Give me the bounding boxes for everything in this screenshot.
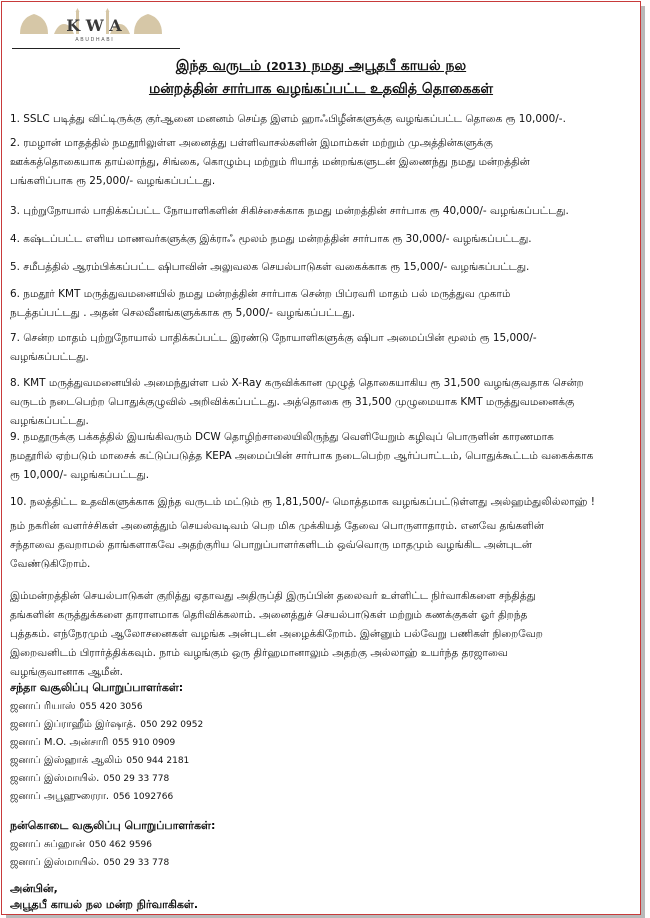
list-item [10, 374, 635, 431]
appeal-paragraph [10, 517, 635, 574]
item-line: 5. சமீபத்தில் ஆரம்பிக்கப்பட்ட ஷிபாவின் அலுவலக செயல்பாடுகள் வகைக்காக ரூ 15,000/- வழங்கப்பட்டது. [10, 261, 530, 273]
contact-row [10, 857, 169, 869]
item-line: 9. நமதூருக்கு பக்கத்தில் இயங்கிவரும் DCW தொழிற்சாலையிலிருந்து வெளியேறும் கழிவுப் பொருளின் காரணமாக [10, 431, 554, 443]
item-line: ஊக்கத்தொகையாக தாய்லாந்து, சிங்கை, கொழும்பு மற்றும் ரியாத் மன்றங்களுடன் இணைந்து நமது மன்றத்தின் [10, 156, 530, 168]
closing-signature: அபூதபீ காயல் நல மன்ற நிர்வாகிகள். [10, 898, 199, 911]
list-item [10, 110, 635, 129]
invite-line: இம்மன்றத்தின் செயல்பாடுகள் குறித்து ஏதாவது அதிருப்தி இருப்பின் தலைவர் உள்ளிட்ட நிர்வாகிகளை சந்தித்து [10, 590, 536, 602]
item-line: வழங்கப்பட்டது. [10, 415, 89, 427]
item-line: 2. ரமழான் மாதத்தில் நமதூரிலுள்ள அனைத்து பள்ளிவாசல்களின் இமாம்கள் மற்றும் முஅத்தின்களுக்கு [10, 137, 493, 149]
list-item [10, 230, 635, 249]
contact-row [10, 839, 152, 851]
item-line: 4. கஷ்டப்பட்ட எளிய மாணவர்களுக்கு இக்ராஃ மூலம் நமது மன்றத்தின் சார்பாக ரூ 30,000/- வழங்கப்பட்டது. [10, 233, 532, 245]
item-line: 1. SSLC படித்து விட்டிருக்கு குர்ஆனை மனனம் செய்த இளம் ஹாஃபிழீன்களுக்கு வழங்கப்பட்ட தொகை ரூ 10,000/-. [10, 113, 566, 125]
invite-line: வழங்குவானாக ஆமீன். [10, 666, 123, 678]
contact-phone: 055 910 0909 [112, 738, 176, 748]
item-line: 8. KMT மருத்துவமனையில் அமைந்துள்ள பல் X-Ray கருவிக்கான முழுத் தொகையாகிய ரூ 31,500 வழங்குவதாக சென்ற [10, 377, 584, 389]
invite-line: புத்தகம். எந்நேரமும் ஆலோசனைகள் வழங்க அன்புடன் அழைக்கிறோம். இன்னும் பல்வேறு பணிகள் நிறைவேற [10, 628, 543, 640]
item-line: பங்களிப்பாக ரூ 25,000/- வழங்கப்பட்டது. [10, 175, 216, 187]
page-title-line1 [2, 58, 640, 76]
contact-phone: 050 29 33 778 [103, 858, 170, 868]
invite-line: தங்களின் கருத்துக்களை தாராளமாக தெரிவிக்கலாம். அனைத்துச் செயல்பாடுகள் மற்றும் கணக்குகள் ஓர் திறந்த [10, 609, 528, 621]
kwa-logo [14, 4, 174, 44]
list-item [10, 428, 635, 485]
item-line: வழங்கப்பட்டது. [10, 351, 89, 363]
contact-phone: 050 462 9596 [89, 840, 153, 850]
list-item [10, 493, 635, 512]
appeal-line: சந்தாவை தவறாமல் தாங்களாகவே அதற்குரிய பொறுப்பாளர்களிடம் ஒவ்வொரு மாதமும் வழங்கிட அன்புடன் [10, 539, 533, 551]
contact-phone: 055 420 3056 [79, 702, 143, 712]
appeal-line: வேண்டுகிறோம். [10, 558, 91, 570]
item-line: 3. புற்றுநோயால் பாதிக்கப்பட்ட நோயாளிகளின் சிகிச்சைக்காக நமது மன்றத்தின் சார்பாக ரூ 40,000/- வழங்கப்பட்டது. [10, 205, 569, 217]
contact-name: ஜனாப் இஸ்மாயில். [10, 857, 100, 868]
contact-name: ஜனாப் அபூஹுரைரா. [10, 791, 110, 802]
list-item [10, 258, 635, 277]
contact-name: ஜனாப் சுப்ஹான் [10, 839, 86, 850]
contact-row [10, 737, 175, 749]
logo-tagline: A B U D H A B I [75, 37, 113, 43]
item-line: நமதூரில் ஏற்படும் மாசைக் கட்டுப்படுத்த KEPA அமைப்பின் சார்பாக நடைபெற்ற ஆர்ப்பாட்டம், பொதுக்கூட்டம் வகைக்காக [10, 450, 594, 462]
list-item [10, 202, 635, 221]
title-year: (2013) [266, 60, 307, 73]
contact-phone: 056 1092766 [113, 792, 174, 802]
contact-name: ஜனாப் M.O. அன்சாரி [10, 737, 109, 748]
item-line: 7. சென்ற மாதம் புற்றுநோயால் பாதிக்கப்பட்ட இரண்டு நோயாளிகளுக்கு ஷிபா அமைப்பின் மூலம் ரூ 15,000/- [10, 332, 537, 344]
item-line: நடத்தப்பட்டது . அதன் செலவீனங்களுக்காக ரூ 5,000/- வழங்கப்பட்டது. [10, 307, 356, 319]
title-suffix: நமது அபூதபீ காயல் நல [306, 58, 467, 74]
item-line: 10. நலத்திட்ட உதவிகளுக்காக இந்த வருடம் மட்டும் ரூ 1,81,500/- மொத்தமாக வழங்கப்பட்டுள்ளது அல்ஹம்துலில்லாஹ் ! [10, 496, 595, 508]
invite-line: இறைவனிடம் பிரார்த்திக்கவும். நாம் வழங்கும் ஒரு திர்ஹமானாலும் அதற்கு அல்லாஹ் உயர்ந்த தரஜாவை [10, 647, 508, 659]
subscription-heading: சந்தா வசூலிப்பு பொறுப்பாளர்கள்: [10, 681, 184, 694]
contact-phone: 050 29 33 778 [103, 774, 170, 784]
item-line: வருடம் நடைபெற்ற பொதுக்குழுவில் அறிவிக்கப்பட்டது. அத்தொகை ரூ 31,500 முழுமையாக KMT மருத்துவமனைக்கு [10, 396, 575, 408]
donation-heading: நன்கொடை வசூலிப்பு பொறுப்பாளர்கள்: [10, 819, 216, 832]
contact-name: ஜனாப் ரியாஸ் [10, 701, 76, 712]
title-prefix: இந்த வருடம் [175, 58, 267, 74]
closing-salutation: அன்பின், [10, 882, 58, 895]
contact-name: ஜனாப் இஸ்மாயில். [10, 773, 100, 784]
list-item [10, 285, 635, 323]
contact-phone: 050 292 0952 [140, 720, 204, 730]
page-shadow-right [641, 6, 645, 916]
contact-row [10, 773, 169, 785]
logo-underline [12, 48, 180, 49]
contact-row [10, 755, 189, 767]
contact-row [10, 701, 143, 713]
list-item [10, 134, 635, 191]
item-line: ரூ 10,000/- வழங்கப்பட்டது. [10, 469, 150, 481]
page-title-line2: மன்றத்தின் சார்பாக வழங்கப்பட்ட உதவித் தொகைகள் [148, 81, 494, 97]
logo-wordmark: K W A [66, 16, 122, 35]
contact-row [10, 719, 203, 731]
invite-paragraph [10, 587, 635, 682]
document-page [1, 1, 641, 915]
contact-row [10, 791, 173, 803]
contact-phone: 050 944 2181 [126, 756, 190, 766]
appeal-line: நம் நகரின் வளர்ச்சிகள் அனைத்தும் செயல்வடிவம் பெற மிக முக்கியத் தேவை பொருளாதாரம். எனவே தங்களின் [10, 520, 544, 532]
contact-name: ஜனாப் இப்ராஹீம் இர்ஷாத். [10, 719, 137, 730]
contact-name: ஜனாப் இஸ்ஹாக் ஆலிம் [10, 755, 123, 766]
list-item [10, 329, 635, 367]
item-line: 6. நமதூர் KMT மருத்துவமனையில் நமது மன்றத்தின் சார்பாக சென்ற பிப்ரவரி மாதம் பல் மருத்துவ முகாம் [10, 288, 511, 300]
